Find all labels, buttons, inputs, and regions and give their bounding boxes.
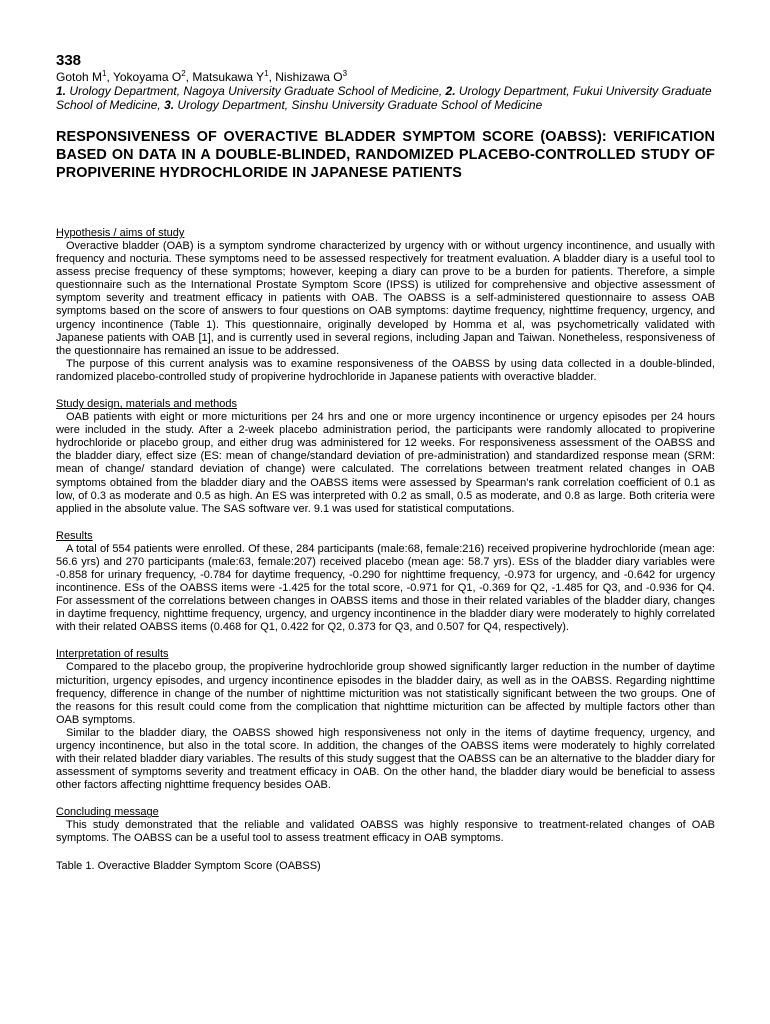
section-heading: Interpretation of results xyxy=(56,648,169,661)
section-paragraph: A total of 554 patients were enrolled. Of these, 284 participants (male:68, female:216) received propiverine hydrochloride (mean age: 56.6 yrs) and 270 participants (male:63, female:207) received placebo (mean age: 58.7 yrs). ESs of the bladder diary variables were -0.858 for urinary frequency, -0.784 for daytime frequency, -0.290 for nighttime frequency, -0.973 for urgency, and -0.642 for urgency incontinence. ESs of the OABSS items were -1.425 for the total score, -0.971 for Q1, -0.369 for Q2, -1.485 for Q3, and -0.936 for Q4. For assessment of the correlations between changes in OABSS items and those in their related variables of the bladder diary, changes in daytime frequency, nighttime frequency, urgency, and urgency incontinence in the bladder diary were moderately to highly correlated with their related OABSS items (0.468 for Q1, 0.422 for Q2, 0.373 for Q3, and 0.507 for Q4, respectively). xyxy=(56,542,715,634)
abstract-page xyxy=(56,52,715,873)
affiliation-list xyxy=(56,84,715,112)
affiliation-text: Urology Department, Sinshu University Graduate School of Medicine xyxy=(174,98,543,112)
section-paragraph: Similar to the bladder diary, the OABSS showed high responsiveness not only in the items of daytime frequency, urgency, and urgency incontinence, but also in the total score. In addition, the changes of the OABSS items were moderately to highly correlated with their related bladder diary variables. The results of this study suggest that the OABSS can be an alternative to the bladder diary for assessment of symptoms severity and treatment efficacy in OAB. On the other hand, the bladder diary would be beneficial to assess other factors affecting nighttime frequency besides OAB. xyxy=(56,726,715,792)
table-caption: Table 1. Overactive Bladder Symptom Score (OABSS) xyxy=(56,859,321,872)
abstract-body xyxy=(56,227,715,846)
section-paragraph: Compared to the placebo group, the propiverine hydrochloride group showed significantly larger reduction in the number of daytime micturition, urgency episodes, and urgency incontinence episodes in the bladder dairy, as well as in the OABSS. Regarding nighttime frequency, difference in change of the number of nighttime micturition was not statistically significant between the two groups. One of the reasons for this result could come from the complication that nighttime micturition can be affected by multiple factors other than OAB symptoms. xyxy=(56,661,715,726)
section-heading: Results xyxy=(56,529,93,542)
section-heading: Concluding message xyxy=(56,806,159,819)
author-name: Yokoyama O xyxy=(112,70,182,84)
author-separator: , xyxy=(185,70,193,84)
section-heading: Hypothesis / aims of study xyxy=(56,227,185,239)
abstract-section xyxy=(56,648,715,792)
abstract-section xyxy=(56,530,715,635)
section-paragraph: Overactive bladder (OAB) is a symptom syndrome characterized by urgency with or without urgency incontinence, and usually with frequency and nocturia. These symptoms need to be assessed respectively for treatment evaluation. A bladder diary is a useful tool to assess precise frequency of these symptoms; however, keeping a diary can prove to be a burden for patients. Therefore, a simple questionnaire such as the International Prostate Symptom Score (IPSS) is utilized for comprehensive and objective assessment of symptom severity and treatment efficacy in patients with OAB. The OABSS is a self-administered questionnaire to assess OAB symptoms based on the score of answers to four questions on OAB symptoms: daytime frequency, nighttime frequency, urgency, and urgency incontinence (Table 1). This questionnaire, originally developed by Homma et al, was psychometrically validated with Japanese patients with OAB [1], and is currently used in several regions, including Japan and Taiwan. Nonetheless, responsiveness of the questionnaire has remained an issue to be addressed. xyxy=(56,240,715,357)
affiliation-number: 1. xyxy=(56,84,67,98)
author-affiliation-mark: 1 xyxy=(264,69,269,78)
author-name: Gotoh M xyxy=(56,70,103,84)
abstract-section xyxy=(56,806,715,845)
affiliation-text: Urology Department, Nagoya University Graduate School of Medicine, xyxy=(66,84,446,98)
author-name: Matsukawa Y xyxy=(192,70,265,84)
section-paragraph: The purpose of this current analysis was to examine responsiveness of the OABSS by using data collected in a double-blinded, randomized placebo-controlled study of propiverine hydrochloride in Japanese patients with overactive bladder. xyxy=(56,357,715,383)
paper-title: RESPONSIVENESS OF OVERACTIVE BLADDER SYMPTOM SCORE (OABSS): VERIFICATION BASED ON DATA IN A DOUBLE-BLINDED, RANDOMIZED PLACEBO-CONTROLLED STUDY OF PROPIVERINE HYDROCHLORIDE IN JAPANESE PATIENTS xyxy=(56,129,715,181)
abstract-section xyxy=(56,398,715,516)
author-name: Nishizawa O xyxy=(275,70,343,84)
section-heading: Study design, materials and methods xyxy=(56,398,237,411)
author-separator: , xyxy=(268,70,276,84)
author-list xyxy=(56,70,715,84)
affiliation-number: 3. xyxy=(164,98,175,112)
author-affiliation-mark: 3 xyxy=(342,69,348,78)
author-separator: , xyxy=(106,70,113,84)
author-affiliation-mark: 2 xyxy=(181,69,186,78)
section-paragraph: OAB patients with eight or more micturitions per 24 hrs and one or more urgency incontinence or urgency episodes per 24 hours were included in the study. After a 2-week placebo administration period, the participants were randomly allocated to propiverine hydrochloride or placebo group, and either drug was administered for 12 weeks. For responsiveness assessment of the OABSS and the bladder diary, effect size (ES: mean of change/standard deviation of pre-administration) and standardized response mean (SRM: mean of change/ standard deviation of change) were calculated. The correlations between treatment related changes in OAB symptoms obtained from the bladder diary and the OABSS items were assessed by Spearman’s rank correlation coefficient of 0.1 as low, of 0.3 as moderate and 0.5 as high. An ES was interpreted with 0.2 as small, 0.5 as moderate, and 0.8 as large. Both criteria were applied in the absolute value. The SAS software ver. 9.1 was used for statistical computations. xyxy=(56,411,715,515)
abstract-number: 338 xyxy=(56,52,82,69)
section-paragraph: This study demonstrated that the reliable and validated OABSS was highly responsive to treatment-related changes of OAB symptoms. The OABSS can be a useful tool to assess treatment efficacy in OAB symptoms. xyxy=(56,819,715,845)
affiliation-number: 2. xyxy=(445,84,456,98)
abstract-section xyxy=(56,227,715,384)
author-affiliation-mark: 1 xyxy=(102,69,107,78)
affiliation-text: Urology Department, Fukui University Graduate School of Medicine, xyxy=(56,84,712,112)
